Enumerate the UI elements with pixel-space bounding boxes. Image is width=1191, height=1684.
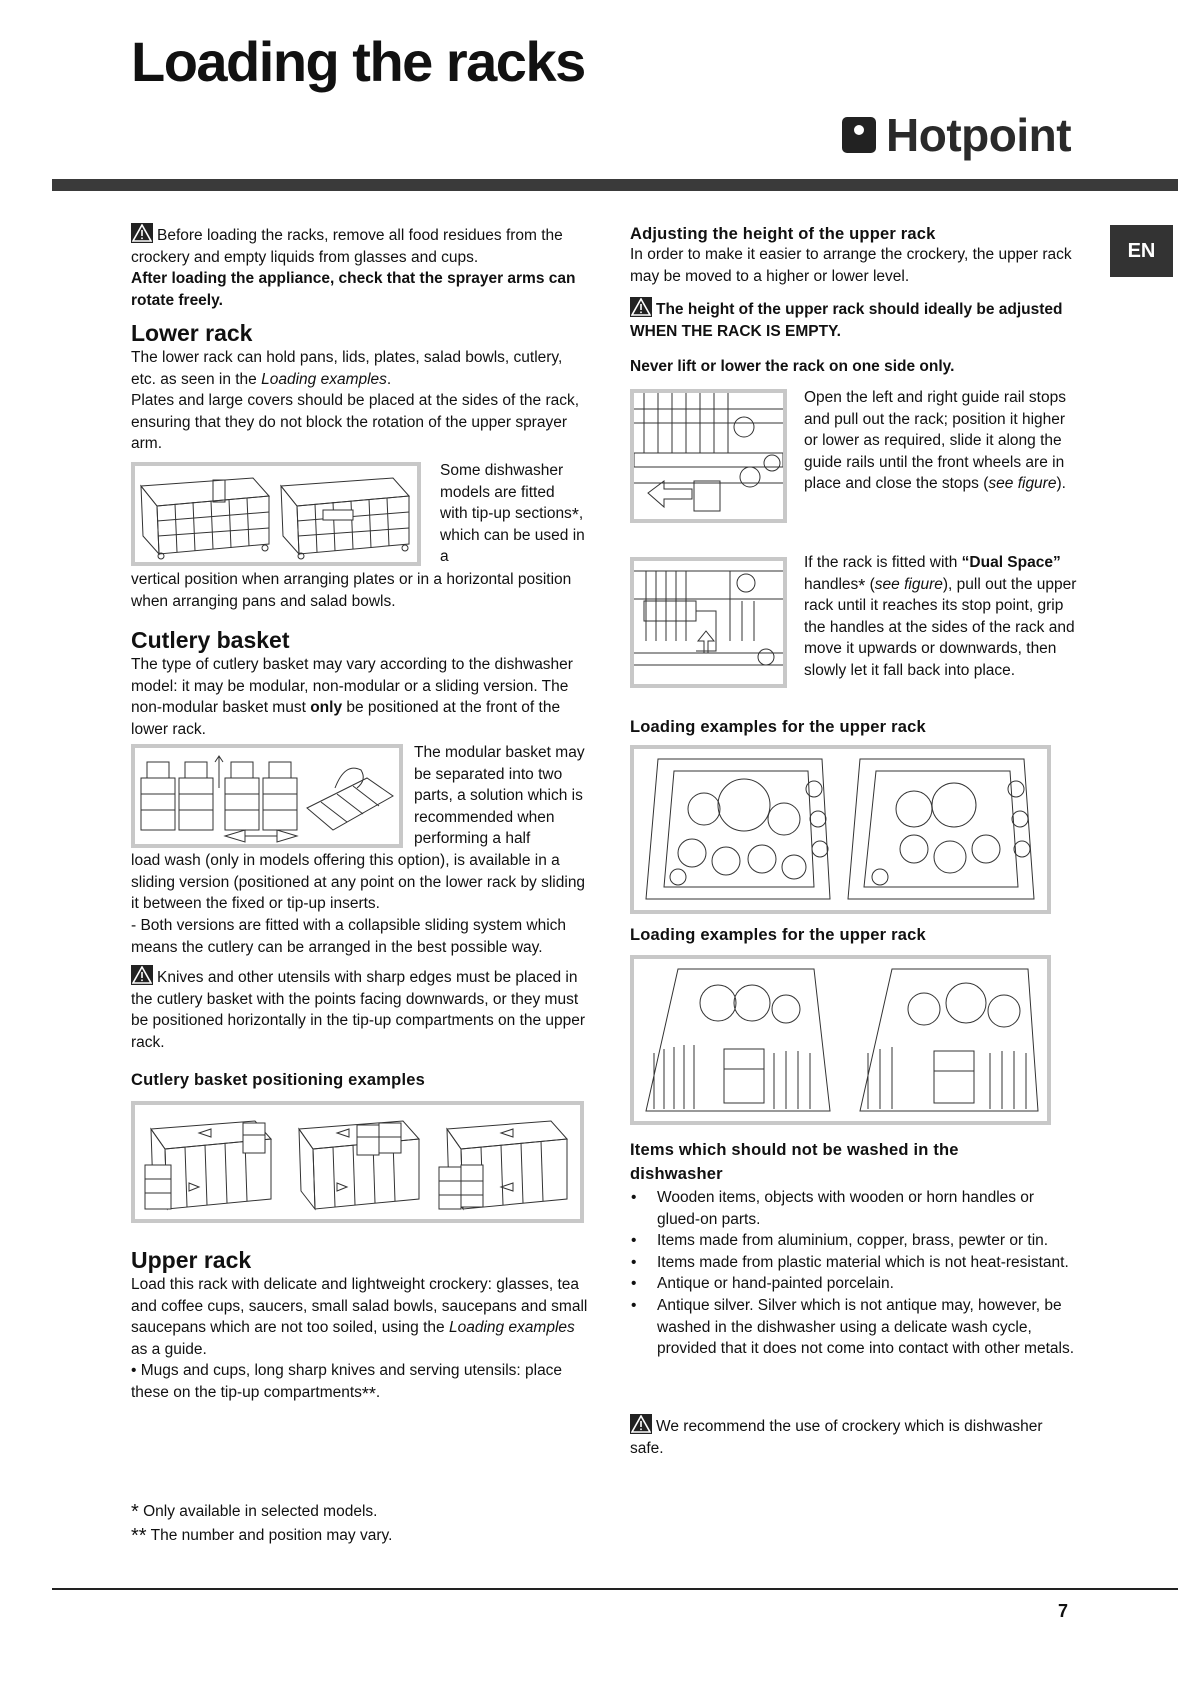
dual-space-figure <box>630 557 787 688</box>
loading-examples-figure-2 <box>630 955 1051 1125</box>
intro-warning-text: Before loading the racks, remove all food residues from the crockery and empty liquids from glasses and cups. <box>131 227 563 266</box>
cutlery-basket-heading: Cutlery basket <box>131 627 290 653</box>
loading-examples-heading-1: Loading examples for the upper rack <box>630 718 926 736</box>
warning-icon <box>630 1414 652 1434</box>
brand-mark-icon <box>842 117 876 153</box>
adjust-height-warning: The height of the upper rack should ideally be adjusted WHEN THE RACK IS EMPTY. <box>630 297 1075 342</box>
lower-rack-paragraph-1: The lower rack can hold pans, lids, plates, salad bowls, cutlery, etc. as seen in the Loading examples. <box>131 349 563 388</box>
modular-basket-side-text: The modular basket may be separated into two parts, a solution which is recommended when performing a half <box>414 744 585 848</box>
positioning-examples-figure <box>131 1101 584 1223</box>
footnote-1: * Only available in selected models. <box>131 1501 378 1523</box>
adjust-height-heading: Adjusting the height of the upper rack <box>630 225 936 243</box>
sliding-system-text: - Both versions are fitted with a collapsible sliding system which means the cutlery can be arranged in the best possible way. <box>131 917 567 956</box>
intro-bold-text: After loading the appliance, check that the sprayer arms can rotate freely. <box>131 270 576 309</box>
cutlery-basket-illustration <box>135 748 399 844</box>
cutlery-basket-paragraph-1: The type of cutlery basket may vary according to the dishwasher model: it may be modular, non-modular or a sliding version. The non-modular basket must only be positioned at the front of the lower rack. <box>131 656 573 738</box>
footnote-2: ** The number and position may vary. <box>131 1525 393 1547</box>
upper-rack-paragraph-1: Load this rack with delicate and lightweight crockery: glasses, tea and coffee cups, saucers, small salad bowls, saucepans and small saucepans which are not too soiled, using the Loading examples as a guide. <box>131 1276 588 1358</box>
list-item: • Items made from plastic material which is not heat-resistant. <box>630 1252 1080 1274</box>
page-title: Loading the racks <box>131 30 585 93</box>
not-washed-list <box>630 1187 1080 1360</box>
lower-rack-figure <box>131 462 421 566</box>
page-number: 7 <box>1058 1601 1069 1621</box>
tip-up-wrap-text: vertical position when arranging plates or in a horizontal position when arranging pans and salad bowls. <box>131 571 572 610</box>
loading-examples-heading-2: Loading examples for the upper rack <box>630 926 926 944</box>
warning-icon <box>131 223 153 243</box>
crockery-recommendation: We recommend the use of crockery which is dishwasher safe. <box>630 1414 1075 1459</box>
upper-rack-loading-illustration-2 <box>634 959 1047 1121</box>
positioning-examples-illustration <box>135 1105 580 1219</box>
warning-icon <box>131 965 153 985</box>
language-tab: EN <box>1110 225 1173 277</box>
upper-rack-paragraph-2: • Mugs and cups, long sharp knives and serving utensils: place these on the tip-up compartments**. <box>131 1362 563 1404</box>
footer-divider <box>52 1588 1178 1590</box>
lower-rack-heading: Lower rack <box>131 320 253 346</box>
intro-section <box>131 223 583 311</box>
guide-rail-text: Open the left and right guide rail stops and pull out the rack; position it higher or lower as required, slide it along the guide rails until the front wheels are in place and close the stops (see figure). <box>804 389 1066 493</box>
not-washed-list-container <box>630 1185 1080 1360</box>
list-item: • Antique silver. Silver which is not antique may, however, be washed in the dishwasher using a delicate wash cycle, provided that it does not come into contact with other metals. <box>630 1295 1080 1360</box>
never-lift-text: Never lift or lower the rack on one side only. <box>630 358 955 375</box>
warning-icon <box>630 297 652 317</box>
dual-space-text: If the rack is fitted with “Dual Space” handles* (see figure), pull out the upper rack until it reaches its stop point, grip the handles at the sides of the rack and move it upwards or downwards, then slowly let it fall back into place. <box>804 554 1077 679</box>
dual-space-illustration <box>634 561 783 684</box>
upper-rack-heading: Upper rack <box>131 1247 252 1273</box>
not-washed-heading: Items which should not be washed in the dishwasher <box>630 1141 959 1183</box>
guide-rail-figure <box>630 389 787 523</box>
loading-examples-figure-1 <box>630 745 1051 914</box>
lower-rack-paragraph-2: Plates and large covers should be placed at the sides of the rack, ensuring that they do not block the rotation of the upper sprayer arm. <box>131 392 580 453</box>
list-item: • Wooden items, objects with wooden or horn handles or glued-on parts. <box>630 1187 1080 1230</box>
header-divider <box>52 179 1178 191</box>
guide-rail-illustration <box>634 393 783 519</box>
brand-name: Hotpoint <box>886 109 1072 161</box>
brand-logo <box>842 109 1072 161</box>
modular-basket-wrap-text: load wash (only in models offering this option), is available in a sliding version (positioned at any point on the lower rack by sliding it between the fixed or tip-up inserts. <box>131 852 586 913</box>
list-item: • Items made from aluminium, copper, brass, pewter or tin. <box>630 1230 1080 1252</box>
positioning-examples-heading: Cutlery basket positioning examples <box>131 1071 425 1089</box>
knives-warning: Knives and other utensils with sharp edges must be placed in the cutlery basket with the points facing downwards, or they must be positioned horizontally in the tip-up compartments on the upper rack. <box>131 965 591 1053</box>
adjust-height-paragraph: In order to make it easier to arrange the crockery, the upper rack may be moved to a higher or lower level. <box>630 246 1072 285</box>
tip-up-side-text: Some dishwasher models are fitted with tip-up sections*, which can be used in a <box>440 462 585 566</box>
lower-rack-illustration <box>135 466 417 562</box>
cutlery-basket-figure <box>131 744 403 848</box>
upper-rack-loading-illustration-1 <box>634 749 1047 910</box>
list-item: • Antique or hand-painted porcelain. <box>630 1273 1080 1295</box>
